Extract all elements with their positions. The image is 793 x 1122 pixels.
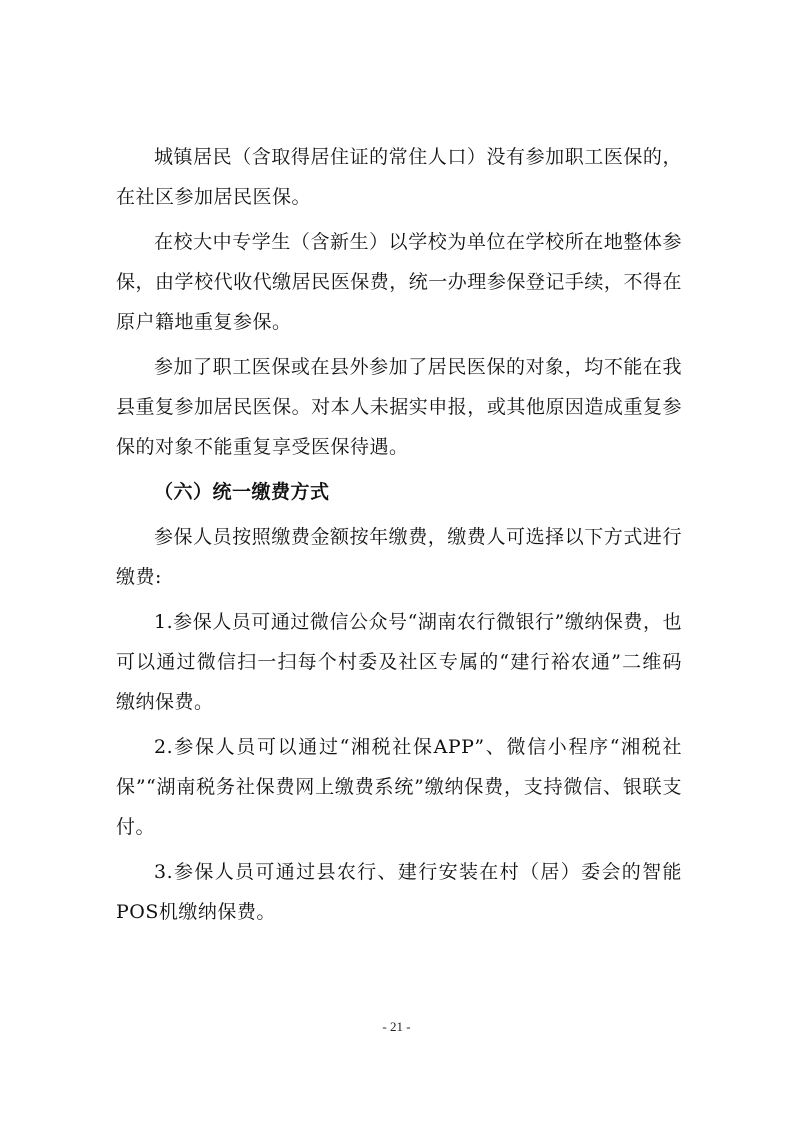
- document-body: [116, 137, 682, 932]
- paragraph-duplicate-enrollment: 参加了职工医保或在县外参加了居民医保的对象，均不能在我县重复参加居民医保。对本人未据实申报，或其他原因造成重复参保的对象不能重复享受医保待遇。: [116, 356, 682, 458]
- page-number: - 21 -: [382, 1019, 411, 1034]
- paragraph-payment-method-3: 3.参保人员可通过县农行、建行安装在村（居）委会的智能POS机缴纳保费。: [116, 861, 682, 923]
- section-heading: （六）统一缴费方式: [154, 481, 330, 503]
- paragraph-students: 在校大中专学生（含新生）以学校为单位在学校所在地整体参保，由学校代收代缴居民医保费，统一办理参保登记手续，不得在原户籍地重复参保。: [116, 231, 682, 333]
- paragraph-urban-residents: 城镇居民（含取得居住证的常住人口）没有参加职工医保的，在社区参加居民医保。: [116, 146, 682, 208]
- paragraph-payment-method-2: 2.参保人员可以通过“湘税社保APP”、微信小程序“湘税社保”“湖南税务社保费网上缴费系统”缴纳保费，支持微信、银联支付。: [116, 736, 682, 838]
- paragraph-payment-method-1: 1.参保人员可通过微信公众号“湖南农行微银行”缴纳保费，也可以通过微信扫一扫每个村委及社区专属的“建行裕农通”二维码缴纳保费。: [116, 611, 682, 713]
- paragraph-payment-intro: 参保人员按照缴费金额按年缴费，缴费人可选择以下方式进行缴费:: [116, 526, 682, 588]
